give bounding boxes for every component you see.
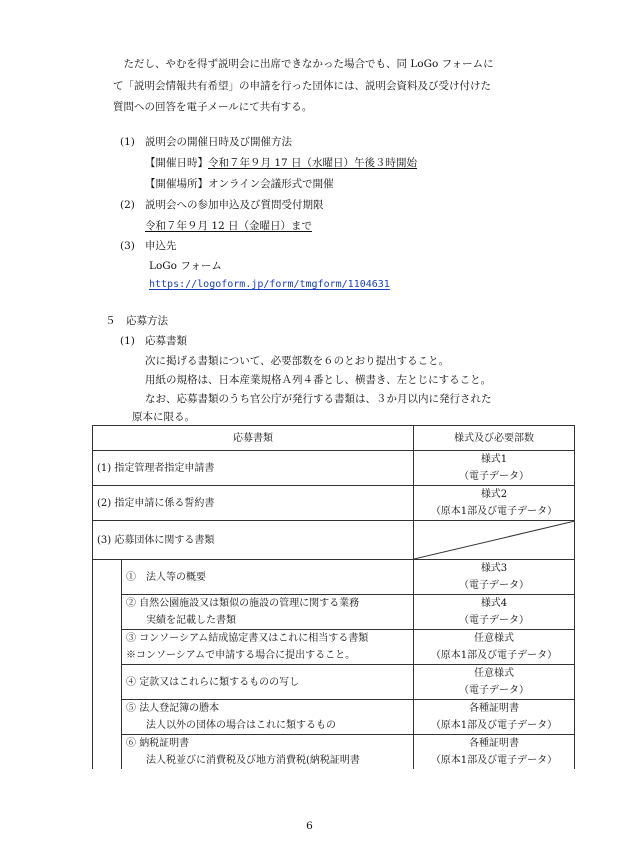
row2-form-cell — [414, 486, 575, 521]
sub1-num: (1) — [120, 335, 135, 347]
table-header-forms: 様式及び必要部数 — [414, 426, 575, 451]
sub4-item — [122, 665, 414, 700]
sub3-form-cell — [414, 630, 575, 665]
sub6-line2: 法人税並びに消費税及び地方消費税(納税証明書 — [146, 755, 360, 766]
row1-item: (1) 指定管理者指定申請書 — [93, 451, 414, 486]
s1-title: 説明会の開催日時及び開催方法 — [145, 136, 292, 148]
sub3-form: 任意様式 — [474, 633, 514, 644]
table-header-row — [93, 426, 575, 451]
table-row — [93, 630, 575, 665]
row1-copies: （電子データ） — [459, 471, 529, 482]
indent-cell — [93, 560, 122, 770]
sub1-form: 様式3 — [480, 563, 508, 574]
sub1-num-mark: ① — [126, 571, 136, 583]
row1-form: 様式1 — [480, 454, 508, 465]
s2-num: (2) — [120, 199, 135, 211]
intro-line-1: ただし、やむを得ず説明会に出席できなかった場合でも、同 LoGo フォームに — [113, 58, 494, 70]
s1-num: (1) — [120, 136, 135, 148]
sub4-form: 任意様式 — [474, 668, 514, 679]
diagonal-line — [414, 521, 575, 559]
sub2-item — [122, 595, 414, 630]
s3-name: LoGo フォーム — [149, 260, 222, 272]
sub4-form-cell — [414, 665, 575, 700]
s2-date: 令和７年９月 12 日（金曜日）まで — [145, 220, 313, 232]
sub1-line-1: 次に掲げる書類について、必要部数を６のとおり提出すること。 — [145, 355, 450, 367]
sub2-num-mark: ② — [126, 598, 136, 609]
sub5-copies: （原本1部及び電子データ） — [430, 720, 558, 731]
sub3-copies: （原本1部及び電子データ） — [430, 650, 558, 661]
sub5-line2: 法人以外の団体の場合はこれに類するもの — [146, 720, 336, 731]
row2-copies: （原本1部及び電子データ） — [430, 506, 558, 517]
page-number: 6 — [306, 820, 313, 832]
intro-line-3: 質問への回答を電子メールにて共有する。 — [113, 101, 313, 113]
sub5-item — [122, 700, 414, 735]
sub5-form-cell — [414, 700, 575, 735]
row2-form: 様式2 — [480, 489, 508, 500]
sub2-form: 様式4 — [480, 598, 508, 609]
sub4-copies: （電子データ） — [459, 685, 529, 696]
sub2-line1: 自然公園施設又は類似の施設の管理に関する業務 — [139, 598, 360, 609]
s1-date-label: 【開催日時】 — [145, 157, 208, 169]
sub6-line1: 納税証明書 — [139, 738, 190, 749]
row2-item: (2) 指定申請に係る誓約書 — [93, 486, 414, 521]
sub1-form-cell — [414, 560, 575, 595]
table-row — [93, 595, 575, 630]
row3-item: (3) 応募団体に関する書類 — [93, 521, 414, 560]
table-row — [93, 486, 575, 521]
sub4-line1: 定款又はこれらに類するものの写し — [139, 676, 300, 688]
table-row — [93, 700, 575, 735]
sub4-num-mark: ④ — [126, 676, 136, 688]
sub2-copies: （電子データ） — [459, 615, 529, 626]
sub3-num-mark: ③ — [126, 633, 136, 644]
sub1-item — [122, 560, 414, 595]
table-row — [93, 521, 575, 560]
intro-line-2: て「説明会情報共有希望」の申請を行った団体には、説明会資料及び受け付けた — [113, 80, 491, 92]
s1-date-row — [145, 156, 417, 170]
documents-table — [92, 425, 575, 769]
sub5-form: 各種証明書 — [469, 703, 519, 714]
s1-date-value: 令和７年９月 17 日（水曜日）午後３時開始 — [208, 157, 418, 169]
sub3-line2: ※コンソーシアムで申請する場合に提出すること。 — [126, 650, 356, 661]
sub6-form-cell — [414, 735, 575, 770]
table-header-documents: 応募書類 — [93, 426, 414, 451]
table-row — [93, 735, 575, 770]
s2-title: 説明会への参加申込及び質問受付期限 — [145, 199, 324, 211]
s1-place-row — [145, 177, 334, 191]
row3-empty-cell — [414, 521, 575, 560]
sub6-copies: （原本1部及び電子データ） — [430, 755, 558, 766]
sub3-item — [122, 630, 414, 665]
s1-place-value: オンライン会議形式で開催 — [208, 178, 334, 190]
s3-num: (3) — [120, 240, 135, 252]
s3-title: 申込先 — [145, 240, 177, 252]
sub5-num-mark: ⑤ — [126, 703, 136, 714]
sub6-item — [122, 735, 414, 770]
sub5-line1: 法人登記簿の謄本 — [139, 703, 220, 714]
sub2-line2: 実績を記載した書類 — [146, 615, 236, 626]
s1-place-label: 【開催場所】 — [145, 178, 208, 190]
sub6-num-mark: ⑥ — [126, 738, 136, 749]
sub2-form-cell — [414, 595, 575, 630]
sub1-line-3: なお、応募書類のうち官公庁が発行する書類は、３か月以内に発行された — [145, 393, 492, 405]
sub1-title: 応募書類 — [145, 335, 187, 347]
table-row — [93, 560, 575, 595]
sub1-line1: 法人等の概要 — [136, 571, 206, 583]
sub3-line1: コンソーシアム結成協定書又はこれに相当する書類 — [139, 633, 369, 644]
sub1-copies: （電子データ） — [459, 580, 529, 591]
sub1-line-4: 原本に限る。 — [132, 411, 195, 423]
s3-url-link[interactable]: https://logoform.jp/form/tmgform/1104631 — [149, 279, 390, 290]
row1-form-cell — [414, 451, 575, 486]
table-row — [93, 451, 575, 486]
sub1-line-2: 用紙の規格は、日本産業規格Ａ列４番とし、横書き、左とじにすること。 — [145, 374, 492, 386]
table-row — [93, 665, 575, 700]
sub6-form: 各種証明書 — [469, 738, 519, 749]
section5-title: ５ 応募方法 — [105, 315, 168, 327]
